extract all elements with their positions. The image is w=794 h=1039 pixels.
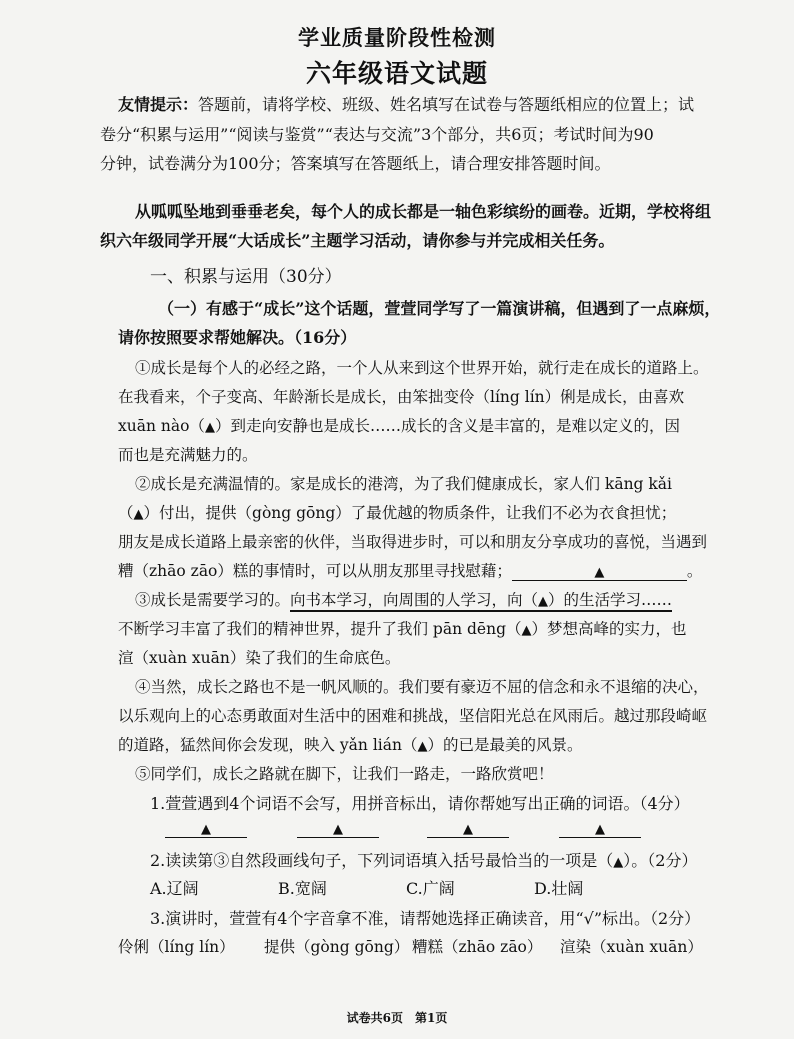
intro-line-1: 从呱呱坠地到垂垂老矣，每个人的成长都是一轴色彩缤纷的画卷。近期，学校将组	[135, 202, 712, 221]
exam-title: 学业质量阶段性检测	[298, 25, 496, 50]
answer-blank	[559, 818, 641, 838]
option-c: C.广阔	[406, 879, 455, 898]
option-a: A.辽阔	[150, 879, 199, 898]
speech-p4-line-3: 的道路，猛然间你会发现，映入 yǎn lián（▲）的已是最美的风景。	[118, 736, 583, 754]
speech-p3-line-1: ③成长是需要学习的。向书本学习，向周围的人学习，向（▲）的生活学习……	[135, 588, 672, 610]
blank-triangle: ▲	[521, 623, 532, 638]
speech-p3-line-3: 渲（xuàn xuān）染了我们的生命底色。	[118, 649, 401, 667]
speech-p4-line-2: 以乐观向上的心态勇敢面对生活中的困难和挑战，坚信阳光总在风雨后。越过那段崎岖	[118, 707, 708, 725]
underlined-sentence: 向书本学习，向周围的人学习，向（▲）的生活学习……	[290, 591, 672, 612]
blank-triangle: ▲	[417, 739, 428, 754]
q3-item: 伶俐（líng lín）	[118, 938, 235, 956]
speech-p5-line-1: ⑤同学们，成长之路就在脚下，让我们一路走，一路欣赏吧！	[135, 765, 554, 783]
notice-label: 友情提示：	[118, 95, 199, 114]
section-heading: 一、积累与运用（30分）	[150, 267, 342, 287]
part1-line-2: 请你按照要求帮她解决。（16分）	[118, 328, 357, 347]
q2-options	[150, 876, 662, 899]
question-2: 2.读读第③自然段画线句子，下列词语填入括号最恰当的一项是（▲）。（2分）	[150, 851, 698, 870]
blank-triangle: ▲	[594, 565, 605, 580]
speech-p1-line-1: ①成长是每个人的必经之路，一个人从来到这个世界开始，就行走在成长的道路上。	[135, 359, 709, 377]
speech-p2-line-1: ②成长是充满温情的。家是成长的港湾，为了我们健康成长，家人们 kāng kǎi	[135, 475, 672, 493]
blank-triangle: ▲	[613, 855, 624, 870]
q3-item: 提供（gòng gōng）	[264, 938, 410, 956]
page-footer: 试卷共6页 第1页	[346, 1011, 448, 1025]
answer-blank	[165, 818, 247, 838]
speech-p2-line-4: 糟（zhāo zāo）糕的事情时，可以从朋友那里寻找慰藉； ▲ 。	[118, 562, 703, 580]
blank-triangle: ▲	[463, 822, 473, 837]
notice-line-2: 卷分“积累与运用”“阅读与鉴赏”“表达与交流”3个部分，共6页；考试时间为90	[100, 125, 654, 144]
part1-line-1: （一）有感于“成长”这个话题，萱萱同学写了一篇演讲稿，但遇到了一点麻烦，	[158, 299, 721, 318]
blank-triangle: ▲	[333, 822, 343, 837]
blank-triangle: ▲	[133, 507, 144, 522]
speech-p1-line-2: 在我看来，个子变高、年龄渐长是成长，由笨拙变伶（líng lín）俐是成长，由喜欢	[118, 388, 685, 406]
option-d: D.壮阔	[534, 879, 584, 898]
speech-p3-line-2: 不断学习丰富了我们的精神世界，提升了我们 pān dēng（▲）梦想高峰的实力，也	[118, 620, 687, 638]
q3-items	[118, 935, 703, 957]
question-3: 3.演讲时，萱萱有4个字音拿不准，请帮她选择正确读音，用“√”标出。（2分）	[150, 909, 701, 928]
notice-line-3: 分钟，试卷满分为100分；答案填写在答题纸上，请合理安排答题时间。	[100, 154, 611, 173]
blank-triangle: ▲	[204, 420, 215, 435]
speech-p1-line-4: 而也是充满魅力的。	[118, 446, 258, 464]
q3-item: 糟糕（zhāo zāo）	[412, 938, 543, 956]
exam-subtitle: 六年级语文试题	[305, 59, 488, 88]
intro-line-2: 织六年级同学开展“大话成长”主题学习活动，请你参与并完成相关任务。	[100, 231, 615, 250]
answer-blank	[297, 818, 379, 838]
q1-answer-blanks	[165, 818, 641, 838]
q3-item: 渲染（xuàn xuān）	[560, 938, 703, 956]
blank-triangle: ▲	[538, 594, 549, 609]
speech-p4-line-1: ④当然，成长之路也不是一帆风顺的。我们要有豪迈不屈的信念和永不退缩的决心，	[135, 678, 709, 696]
answer-blank	[512, 562, 687, 581]
option-b: B.宽阔	[278, 879, 327, 898]
question-1: 1.萱萱遇到4个词语不会写，用拼音标出，请你帮她写出正确的词语。（4分）	[150, 794, 690, 813]
speech-p2-line-3: 朋友是成长道路上最亲密的伙伴，当取得进步时，可以和朋友分享成功的喜悦，当遇到	[118, 533, 708, 551]
notice-line-1: 友情提示：答题前，请将学校、班级、姓名填写在试卷与答题纸相应的位置上；试	[118, 95, 695, 114]
blank-triangle: ▲	[201, 822, 211, 837]
blank-triangle: ▲	[595, 822, 605, 837]
speech-p2-line-2: （▲）付出，提供（gòng gōng）了最优越的物质条件，让我们不必为衣食担忧；	[118, 504, 677, 522]
answer-blank	[427, 818, 509, 838]
speech-p1-line-3: xuān nào（▲）到走向安静也是成长……成长的含义是丰富的，是难以定义的，因	[118, 417, 680, 435]
